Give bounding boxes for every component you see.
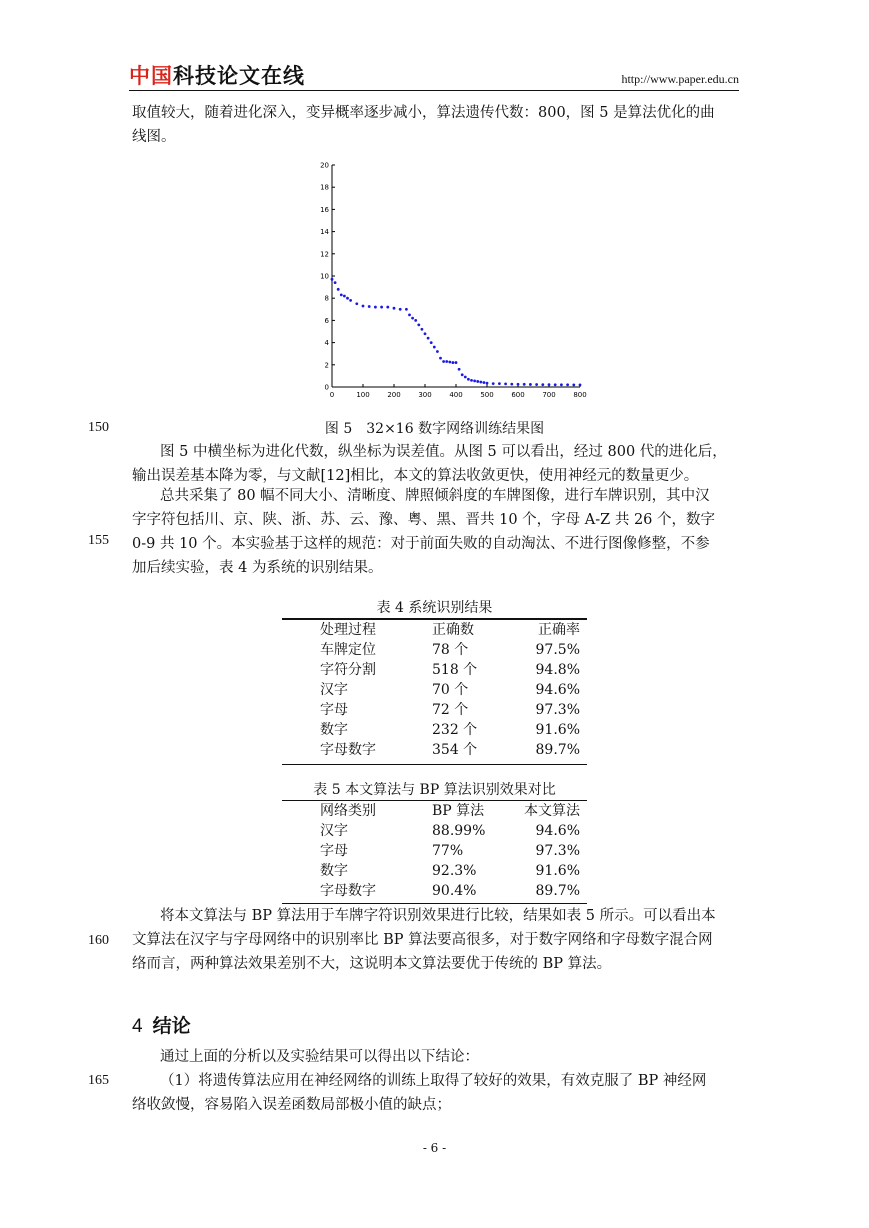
data-point — [424, 332, 427, 335]
data-point — [331, 278, 334, 281]
data-point — [436, 350, 439, 353]
x-tick-label: 0 — [329, 391, 335, 399]
line-number: 165 — [88, 1073, 109, 1088]
text-line: 输出误差基本降为零，与文献[12]相比，本文的算法收敛更快，使用神经元的数量更少。 — [132, 468, 699, 484]
text-line: 字字符包括川、京、陕、浙、苏、云、豫、粤、黑、晋共 10 个，字母 A-Z 共 26 个，数字 — [132, 512, 715, 528]
y-tick-label: 4 — [324, 339, 329, 348]
data-point — [349, 299, 352, 302]
data-point — [452, 361, 455, 364]
data-point — [399, 308, 402, 311]
table-row: 车牌定位 78 个 97.5% — [320, 641, 580, 658]
data-point — [442, 360, 445, 363]
table-bottom-rule — [282, 764, 587, 766]
data-point — [439, 357, 442, 360]
data-point — [548, 383, 551, 386]
x-tick-label: 400 — [449, 391, 463, 399]
text-line: 络而言，两种算法效果差别不大，这说明本文算法要优于传统的 BP 算法。 — [132, 956, 612, 972]
text-line: 络收敛慢，容易陷入误差函数局部极小值的缺点； — [132, 1097, 451, 1113]
data-point — [417, 323, 420, 326]
table-row: 汉字 88.99% 94.6% — [320, 823, 580, 839]
table-header-row: 网络类别 BP 算法 本文算法 — [320, 803, 580, 819]
data-point — [455, 361, 458, 364]
header-rule — [129, 90, 739, 91]
y-tick-label: 6 — [324, 316, 329, 325]
data-point — [458, 368, 461, 371]
x-tick-label: 700 — [542, 391, 556, 399]
data-point — [386, 306, 389, 309]
data-point — [346, 297, 349, 300]
journal-logo: 中国科技论文在线 — [129, 64, 305, 88]
data-point — [393, 307, 396, 310]
section-heading: 4 结论 — [132, 1016, 191, 1037]
y-tick-label: 10 — [320, 272, 329, 281]
figure-caption: 图 5 32×16 数字网络训练结果图 — [324, 421, 545, 437]
data-point — [541, 383, 544, 386]
data-point — [380, 306, 383, 309]
data-point — [566, 383, 569, 386]
data-point — [473, 379, 476, 382]
y-tick-label: 8 — [324, 294, 329, 303]
x-tick-label: 600 — [511, 391, 525, 399]
data-point — [535, 383, 538, 386]
header-url: http://www.paper.edu.cn — [621, 72, 739, 86]
y-tick-label: 18 — [320, 183, 329, 192]
data-point — [421, 328, 424, 331]
table-row: 字母数字 354 个 89.7% — [320, 741, 580, 758]
intro-paragraph — [132, 101, 739, 149]
table-5 — [282, 780, 587, 904]
data-point — [337, 288, 340, 291]
data-point — [554, 383, 557, 386]
data-point — [483, 381, 486, 384]
data-point — [368, 305, 371, 308]
table-header-row: 处理过程 正确数 正确率 — [320, 621, 580, 638]
x-tick-label: 800 — [573, 391, 587, 399]
data-point — [517, 383, 520, 386]
line-number: 160 — [88, 933, 109, 948]
data-point — [572, 383, 575, 386]
data-point — [479, 381, 482, 384]
data-point — [340, 293, 343, 296]
table-row: 字符分割 518 个 94.8% — [320, 661, 580, 678]
table-row: 数字 92.3% 91.6% — [320, 863, 580, 879]
text-line: 文算法在汉字与字母网络中的识别率比 BP 算法要高很多，对于数字网络和字母数字混合网 — [132, 932, 713, 948]
text-line: 0-9 共 10 个。本实验基于这样的规范：对于前面失败的自动淘汰、不进行图像修整，不参 — [132, 536, 710, 552]
table-row: 字母 72 个 97.3% — [320, 701, 580, 718]
x-tick-label: 200 — [387, 391, 401, 399]
line-number: 155 — [88, 533, 109, 548]
data-point — [405, 308, 408, 311]
line-number: 150 — [88, 420, 109, 435]
paragraph-2 — [132, 484, 739, 580]
text-line: 取值较大，随着进化深入，变异概率逐步减小，算法遗传代数：800，图 5 是算法优化的曲 — [132, 105, 715, 121]
data-point — [464, 376, 467, 379]
data-point — [408, 313, 411, 316]
data-point — [433, 346, 436, 349]
data-point — [560, 383, 563, 386]
data-point — [374, 306, 377, 309]
text-line: 总共采集了 80 幅不同大小、清晰度、牌照倾斜度的车牌图像，进行车牌识别，其中汉 — [160, 488, 710, 504]
data-point — [343, 295, 346, 298]
data-point — [523, 383, 526, 386]
table-row: 字母数字 90.4% 89.7% — [320, 883, 580, 899]
data-point — [510, 383, 513, 386]
y-tick-label: 14 — [320, 228, 329, 237]
data-point — [492, 382, 495, 385]
x-tick-label: 100 — [356, 391, 370, 399]
table-row: 汉字 70 个 94.6% — [320, 681, 580, 698]
paragraph-1 — [132, 440, 739, 488]
data-point — [470, 379, 473, 382]
data-point — [486, 382, 489, 385]
data-point — [414, 319, 417, 322]
paragraph-3 — [132, 904, 739, 976]
page-number: - 6 - — [422, 1141, 447, 1155]
data-point — [334, 281, 337, 284]
data-point — [498, 382, 501, 385]
data-point — [504, 382, 507, 385]
y-tick-label: 20 — [320, 161, 329, 170]
data-point — [529, 383, 532, 386]
text-line: 加后续实验，表 4 为系统的识别结果。 — [132, 560, 383, 576]
text-line: 将本文算法与 BP 算法用于车牌字符识别效果进行比较，结果如表 5 所示。可以看出本 — [160, 908, 716, 924]
figure-5-chart — [300, 155, 590, 405]
data-point — [445, 360, 448, 363]
y-tick-label: 12 — [320, 250, 329, 259]
data-point — [427, 337, 430, 340]
text-line: （1）将遗传算法应用在神经网络的训练上取得了较好的效果，有效克服了 BP 神经网 — [160, 1073, 707, 1089]
data-point — [467, 378, 470, 381]
data-point — [476, 380, 479, 383]
data-point — [362, 305, 365, 308]
data-point — [448, 361, 451, 364]
data-point — [411, 317, 414, 320]
table-caption: 表 4 系统识别结果 — [376, 600, 493, 616]
table-caption: 表 5 本文算法与 BP 算法识别效果对比 — [313, 782, 556, 798]
table-4 — [282, 598, 587, 765]
data-point — [461, 373, 464, 376]
text-line: 通过上面的分析以及实验结果可以得出以下结论： — [160, 1049, 479, 1065]
conclusion-paragraph — [132, 1045, 739, 1117]
text-line: 图 5 中横坐标为进化代数，纵坐标为误差值。从图 5 可以看出，经过 800 代的进化后， — [160, 444, 727, 460]
data-point — [355, 302, 358, 305]
x-tick-label: 300 — [418, 391, 432, 399]
y-tick-label: 0 — [324, 383, 329, 392]
data-point — [430, 341, 433, 344]
table-row: 数字 232 个 91.6% — [320, 721, 580, 738]
data-point — [579, 383, 582, 386]
y-tick-label: 2 — [324, 361, 329, 370]
y-tick-label: 16 — [320, 205, 329, 214]
x-tick-label: 500 — [480, 391, 494, 399]
text-line: 线图。 — [132, 129, 176, 145]
table-row: 字母 77% 97.3% — [320, 843, 580, 859]
chart-svg — [300, 155, 590, 405]
